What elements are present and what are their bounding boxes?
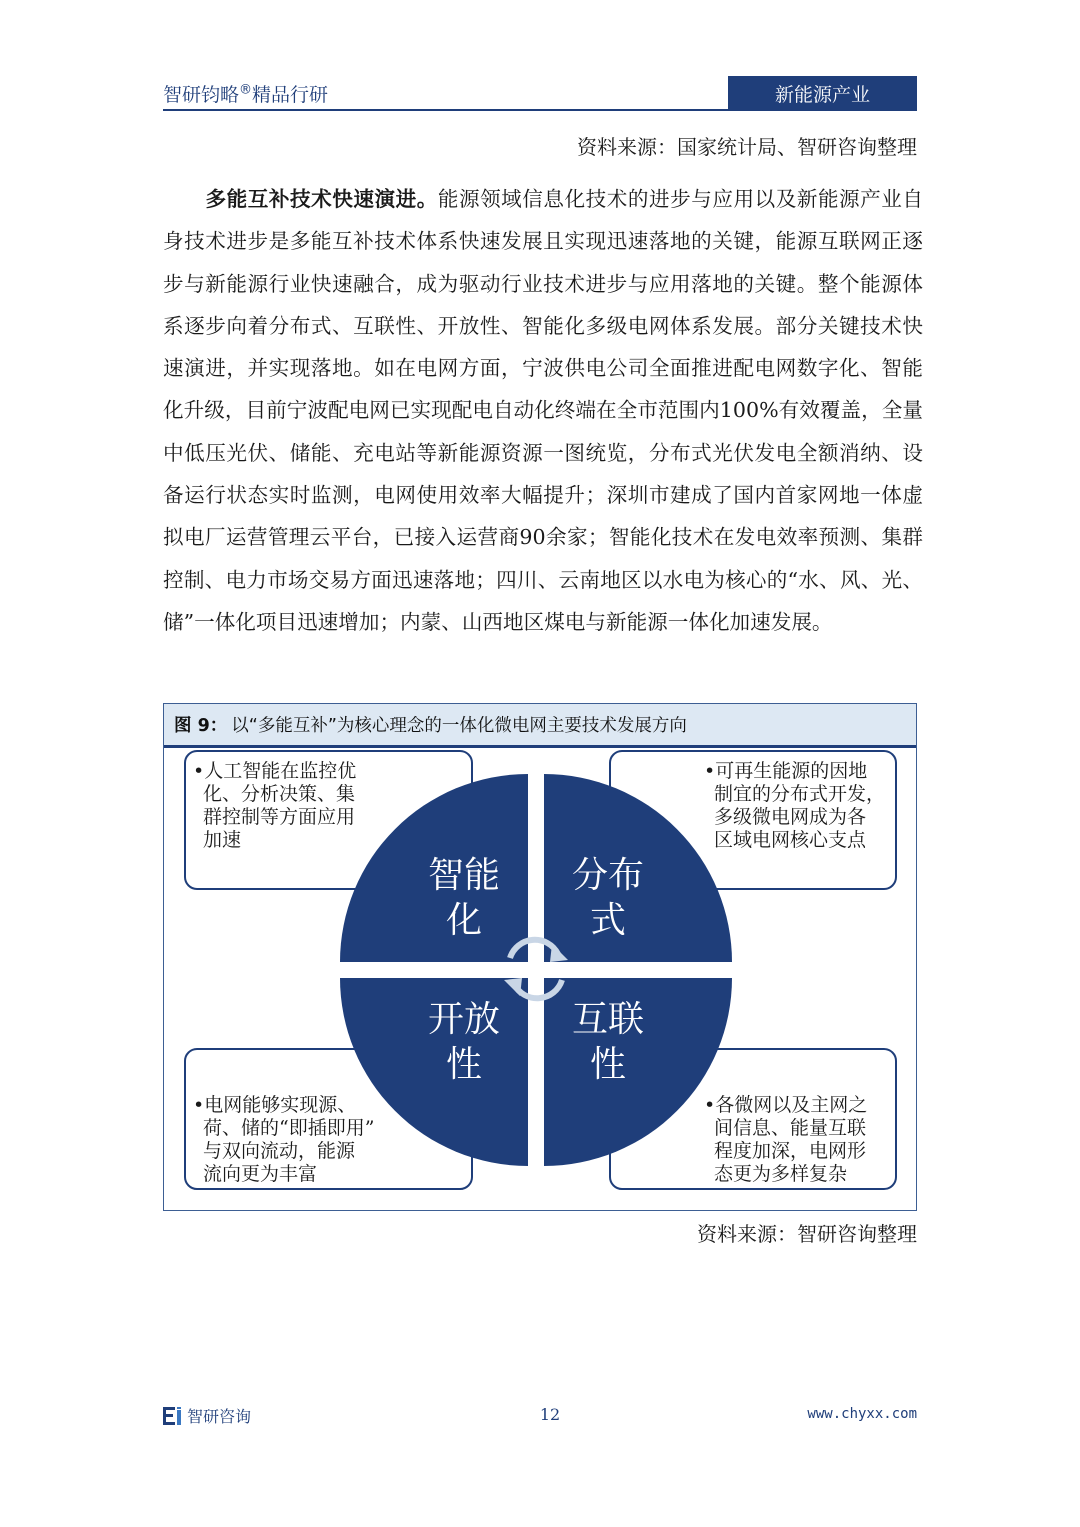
source-note-top: 资料来源：国家统计局、智研咨询整理	[577, 135, 917, 159]
quadrant-label-intelligent-1: 智能	[427, 855, 501, 896]
quadrant-label-open-2: 性	[445, 1044, 483, 1085]
header-brand	[163, 80, 328, 107]
body-paragraph	[163, 178, 923, 643]
figure-9	[163, 703, 917, 1211]
figure-label: 图 9：	[174, 716, 228, 736]
quadrant-label-interconnect-2: 性	[589, 1044, 627, 1085]
box-bottom-left-line-1: •电网能够实现源、	[193, 1094, 357, 1116]
figure-title: 以“多能互补”为核心理念的一体化微电网主要技术发展方向	[231, 716, 687, 736]
box-bottom-right-line-2: 间信息、能量互联	[714, 1117, 867, 1139]
registered-mark: ®	[239, 82, 253, 98]
paragraph-lead: 多能互补技术快速演进。	[205, 187, 438, 211]
box-top-right-line-1: •可再生能源的因地	[704, 760, 868, 782]
quadrant-label-open-1: 开放	[427, 999, 501, 1040]
figure-title-bar	[164, 704, 916, 748]
footer-logo	[163, 1404, 251, 1427]
box-top-left-line-1: •人工智能在监控优	[193, 760, 357, 782]
header-divider	[163, 109, 917, 111]
brand-suffix: 精品行研	[252, 84, 329, 106]
box-bottom-right-line-3: 程度加深，电网形	[714, 1140, 867, 1162]
box-top-left-line-4: 加速	[203, 829, 242, 851]
box-bottom-right-line-1: •各微网以及主网之	[704, 1094, 868, 1116]
box-bottom-left-line-4: 流向更为丰富	[203, 1163, 318, 1185]
zhiyan-logo-icon	[163, 1407, 183, 1425]
box-bottom-left-line-2: 荷、储的“即插即用”	[203, 1117, 375, 1139]
quadrant-label-distributed-1: 分布	[571, 855, 645, 896]
quadrant-label-intelligent-2: 化	[445, 900, 483, 941]
paragraph-text: 能源领域信息化技术的进步与应用以及新能源产业自身技术进步是多能互补技术体系快速发展且实现迅速落地的关键，能源互联网正逐步与新能源行业快速融合，成为驱动行业技术进步与应用落地的关键。整个能源体系逐步向着分布式、互联性、开放性、智能化多级电网体系发展。部分关键技术快速演进，并实现落地。如在电网方面，宁波供电公司全面推进配电网数字化、智能化升级，目前宁波配电网已实现配电自动化终端在全市范围内100%有效覆盖，全量中低压光伏、储能、充电站等新能源资源一图统览，分布式光伏发电全额消纳、设备运行状态实时监测，电网使用效率大幅提升；深圳市建成了国内首家网地一体虚拟电厂运营管理云平台，已接入运营商90余家；智能化技术在发电效率预测、集群控制、电力市场交易方面迅速落地；四川、云南地区以水电为核心的“水、风、光、储”一体化项目迅速增加；内蒙、山西地区煤电与新能源一体化加速发展。	[163, 187, 924, 634]
quadrant-label-interconnect-1: 互联	[571, 999, 645, 1040]
figure-diagram	[164, 704, 916, 1210]
quadrant-circle	[340, 774, 732, 1166]
box-top-right-line-2: 制宜的分布式开发，	[714, 783, 886, 805]
box-top-left-line-3: 群控制等方面应用	[203, 806, 356, 828]
box-top-right-line-3: 多级微电网成为各	[714, 806, 867, 828]
page-number: 12	[539, 1405, 561, 1424]
footer-logo-text: 智研咨询	[187, 1407, 252, 1426]
source-note-bottom: 资料来源：智研咨询整理	[697, 1222, 917, 1246]
box-bottom-right-line-4: 态更为多样复杂	[714, 1163, 848, 1185]
industry-badge: 新能源产业	[728, 76, 917, 110]
footer-url[interactable]: www.chyxx.com	[807, 1406, 917, 1422]
box-top-right-line-4: 区域电网核心支点	[714, 829, 867, 851]
quadrant-label-distributed-2: 式	[589, 900, 627, 941]
brand-name: 智研钧略	[163, 84, 240, 106]
box-top-left-line-2: 化、分析决策、集	[203, 783, 356, 805]
box-bottom-left-line-3: 与双向流动，能源	[203, 1140, 356, 1162]
